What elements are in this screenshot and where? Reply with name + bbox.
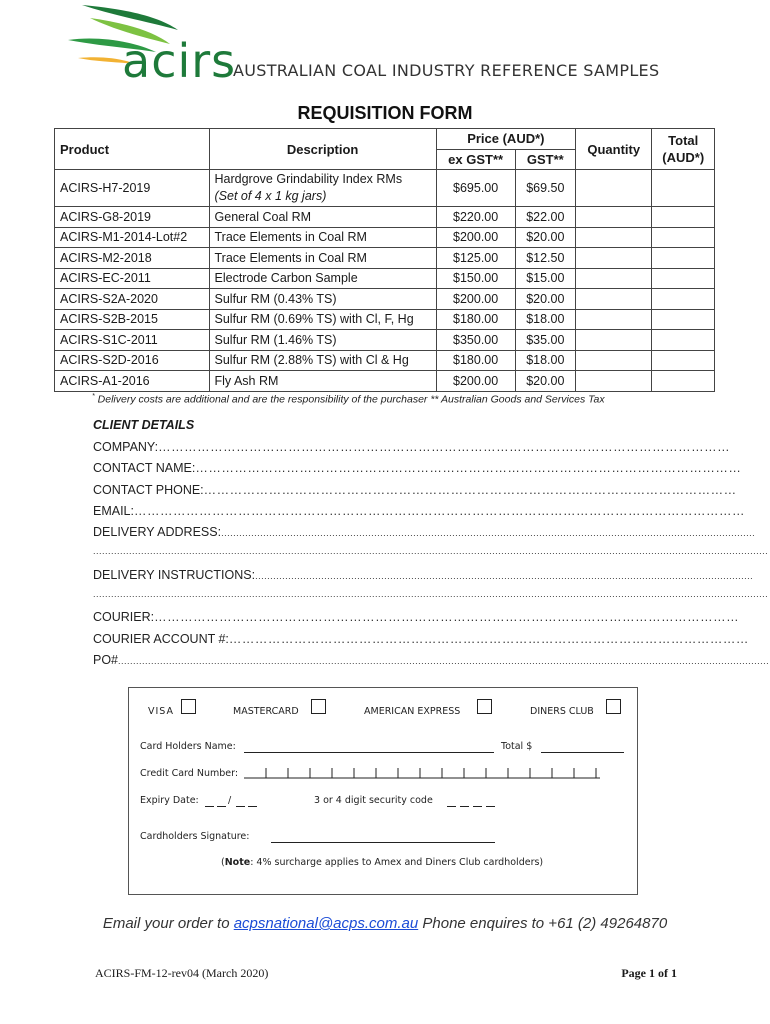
total-cell[interactable] xyxy=(652,309,715,330)
page-number: Page 1 of 1 xyxy=(621,966,677,980)
contact-phone-field[interactable]: CONTACT PHONE:…………………………………………………………………………………………………………… xyxy=(93,483,737,497)
table-row xyxy=(55,371,715,392)
mastercard-label: MASTERCARD xyxy=(233,706,299,717)
quantity-cell[interactable] xyxy=(576,289,652,310)
price-ex-gst: $200.00 xyxy=(436,289,515,310)
client-details-heading: CLIENT DETAILS xyxy=(93,418,195,432)
product-code: ACIRS-M2-2018 xyxy=(55,248,210,269)
quantity-cell[interactable] xyxy=(576,371,652,392)
price-ex-gst: $150.00 xyxy=(436,268,515,289)
total-cell[interactable] xyxy=(652,371,715,392)
document-id: ACIRS-FM-12-rev04 (March 2020) xyxy=(95,966,269,980)
price-ex-gst: $200.00 xyxy=(436,227,515,248)
price-ex-gst: $350.00 xyxy=(436,330,515,351)
total-label: Total $ xyxy=(501,741,533,752)
credit-card-number-boxes[interactable] xyxy=(244,766,604,780)
product-description: Fly Ash RM xyxy=(209,371,436,392)
quantity-cell[interactable] xyxy=(576,227,652,248)
contact-name-label: CONTACT NAME: xyxy=(93,461,196,475)
price-ex-gst: $200.00 xyxy=(436,371,515,392)
diners-checkbox[interactable] xyxy=(606,699,621,714)
courier-label: COURIER: xyxy=(93,610,155,624)
total-line[interactable] xyxy=(541,752,624,753)
form-title: REQUISITION FORM xyxy=(297,103,473,123)
product-description: Trace Elements in Coal RM xyxy=(209,227,436,248)
table-row xyxy=(55,227,715,248)
price-gst: $20.00 xyxy=(515,289,575,310)
price-gst: $12.50 xyxy=(515,248,575,269)
product-description: Sulfur RM (0.43% TS) xyxy=(209,289,436,310)
expiry-month-line-1[interactable] xyxy=(205,806,214,807)
organization-name: AUSTRALIAN COAL INDUSTRY REFERENCE SAMPLES xyxy=(233,61,660,80)
table-row xyxy=(55,207,715,228)
total-cell[interactable] xyxy=(652,248,715,269)
description-sub: (Set of 4 x 1 kg jars) xyxy=(214,189,327,203)
quantity-cell[interactable] xyxy=(576,268,652,289)
total-cell[interactable] xyxy=(652,207,715,228)
email-link[interactable]: acpsnational@acps.com.au xyxy=(233,915,419,932)
product-code: ACIRS-S1C-2011 xyxy=(55,330,210,351)
header-gst: GST** xyxy=(515,149,575,170)
header-description: Description xyxy=(209,129,436,170)
security-code-line-2[interactable] xyxy=(460,806,469,807)
product-code: ACIRS-S2A-2020 xyxy=(55,289,210,310)
delivery-address-line-2[interactable]: ................................................................................................................................................................................................................................. xyxy=(93,546,769,556)
security-code-line-1[interactable] xyxy=(447,806,456,807)
quantity-cell[interactable] xyxy=(576,170,652,207)
total-cell[interactable] xyxy=(652,170,715,207)
header-quantity: Quantity xyxy=(576,129,652,170)
quantity-cell[interactable] xyxy=(576,330,652,351)
product-code: ACIRS-S2B-2015 xyxy=(55,309,210,330)
delivery-address-field[interactable]: DELIVERY ADDRESS:.................................................................................................................................................................................. xyxy=(93,525,756,539)
po-field[interactable]: PO#......................................................................................................................................................................................................................... xyxy=(93,653,770,667)
security-code-line-3[interactable] xyxy=(473,806,482,807)
company-field[interactable]: COMPANY:…………………………………………………………………………………………………………………… xyxy=(93,440,731,454)
table-row xyxy=(55,350,715,371)
delivery-address-label: DELIVERY ADDRESS: xyxy=(93,525,222,539)
courier-field[interactable]: COURIER:……………………………………………………………………………………………………………………… xyxy=(93,610,740,624)
header-price: Price (AUD*) xyxy=(436,129,575,150)
product-code: ACIRS-G8-2019 xyxy=(55,207,210,228)
header-ex-gst: ex GST** xyxy=(436,149,515,170)
contact-line xyxy=(0,915,770,932)
product-description: General Coal RM xyxy=(209,207,436,228)
expiry-month-line-2[interactable] xyxy=(217,806,226,807)
quantity-cell[interactable] xyxy=(576,248,652,269)
product-code: ACIRS-M1-2014-Lot#2 xyxy=(55,227,210,248)
credit-card-section xyxy=(128,687,638,895)
price-ex-gst: $220.00 xyxy=(436,207,515,228)
total-cell[interactable] xyxy=(652,330,715,351)
table-row xyxy=(55,170,715,207)
email-label: EMAIL: xyxy=(93,504,134,518)
header-total: Total (AUD*) xyxy=(652,129,715,170)
product-description: Trace Elements in Coal RM xyxy=(209,248,436,269)
quantity-cell[interactable] xyxy=(576,350,652,371)
note-text: : 4% surcharge applies to Amex and Diners Club cardholders) xyxy=(250,857,544,868)
security-code-line-4[interactable] xyxy=(486,806,495,807)
expiry-date-label: Expiry Date: xyxy=(140,795,199,806)
price-gst: $22.00 xyxy=(515,207,575,228)
credit-card-number-label: Credit Card Number: xyxy=(140,768,239,779)
table-footnote xyxy=(92,393,605,406)
contact-prefix: Email your order to xyxy=(102,915,234,932)
card-holders-name-line[interactable] xyxy=(244,752,494,753)
table-row xyxy=(55,330,715,351)
footnote-text: Delivery costs are additional and are the responsibility of the purchaser ** Australian Goods and Services Tax xyxy=(97,393,605,406)
expiry-year-line-2[interactable] xyxy=(248,806,257,807)
description-main: Hardgrove Grindability Index RMs xyxy=(214,172,403,186)
card-holders-name-label: Card Holders Name: xyxy=(140,741,236,752)
product-description xyxy=(209,170,436,207)
header-product: Product xyxy=(55,129,210,170)
table-row xyxy=(55,309,715,330)
delivery-instructions-line-2[interactable]: ................................................................................................................................................................................................................................. xyxy=(93,589,769,599)
visa-label: VISA xyxy=(148,706,175,717)
price-gst: $69.50 xyxy=(515,170,575,207)
phone-text: Phone enquires to +61 (2) 49264870 xyxy=(418,915,668,932)
amex-label: AMERICAN EXPRESS xyxy=(364,706,461,717)
delivery-instructions-label: DELIVERY INSTRUCTIONS: xyxy=(93,568,256,582)
total-cell[interactable] xyxy=(652,268,715,289)
surcharge-note: (Note: 4% surcharge applies to Amex and Diners Club cardholders) xyxy=(221,857,544,868)
table-header-row xyxy=(55,129,715,150)
signature-line[interactable] xyxy=(271,842,495,843)
signature-label: Cardholders Signature: xyxy=(140,831,250,842)
po-label: PO# xyxy=(93,653,119,667)
product-description: Electrode Carbon Sample xyxy=(209,268,436,289)
table-row xyxy=(55,289,715,310)
courier-account-field[interactable]: COURIER ACCOUNT #:………………………………………………………………………………………………………… xyxy=(93,632,749,646)
company-label: COMPANY: xyxy=(93,440,159,454)
price-gst: $15.00 xyxy=(515,268,575,289)
product-description: Sulfur RM (2.88% TS) with Cl & Hg xyxy=(209,350,436,371)
total-cell[interactable] xyxy=(652,350,715,371)
quantity-cell[interactable] xyxy=(576,309,652,330)
table-row xyxy=(55,248,715,269)
price-gst: $18.00 xyxy=(515,350,575,371)
price-ex-gst: $180.00 xyxy=(436,309,515,330)
product-code: ACIRS-A1-2016 xyxy=(55,371,210,392)
courier-account-label: COURIER ACCOUNT #: xyxy=(93,632,229,646)
amex-checkbox[interactable] xyxy=(477,699,492,714)
contact-name-field[interactable]: CONTACT NAME:……………………………………………………………………………………………………………… xyxy=(93,461,742,475)
email-field[interactable]: EMAIL:…………………………………………………………………………………………………………………………… xyxy=(93,504,745,518)
price-ex-gst: $180.00 xyxy=(436,350,515,371)
contact-phone-label: CONTACT PHONE: xyxy=(93,483,204,497)
product-table xyxy=(54,128,715,392)
product-description: Sulfur RM (1.46% TS) xyxy=(209,330,436,351)
security-code-label: 3 or 4 digit security code xyxy=(314,795,433,806)
quantity-cell[interactable] xyxy=(576,207,652,228)
note-label: Note xyxy=(224,857,251,868)
product-code: ACIRS-S2D-2016 xyxy=(55,350,210,371)
price-gst: $35.00 xyxy=(515,330,575,351)
price-ex-gst: $125.00 xyxy=(436,248,515,269)
total-cell[interactable] xyxy=(652,227,715,248)
price-gst: $18.00 xyxy=(515,309,575,330)
price-ex-gst: $695.00 xyxy=(436,170,515,207)
visa-checkbox[interactable] xyxy=(181,699,196,714)
product-code: ACIRS-EC-2011 xyxy=(55,268,210,289)
price-gst: $20.00 xyxy=(515,371,575,392)
logo-wordmark: acirs xyxy=(122,34,237,88)
price-gst: $20.00 xyxy=(515,227,575,248)
footnote-mark: * xyxy=(92,393,95,400)
mastercard-checkbox[interactable] xyxy=(311,699,326,714)
table-row xyxy=(55,268,715,289)
total-cell[interactable] xyxy=(652,289,715,310)
product-code: ACIRS-H7-2019 xyxy=(55,170,210,207)
delivery-instructions-field[interactable]: DELIVERY INSTRUCTIONS:...................................................................................................................................................................... xyxy=(93,568,754,582)
diners-label: DINERS CLUB xyxy=(530,706,594,717)
expiry-separator: / xyxy=(228,795,232,806)
product-description: Sulfur RM (0.69% TS) with Cl, F, Hg xyxy=(209,309,436,330)
expiry-year-line-1[interactable] xyxy=(236,806,245,807)
